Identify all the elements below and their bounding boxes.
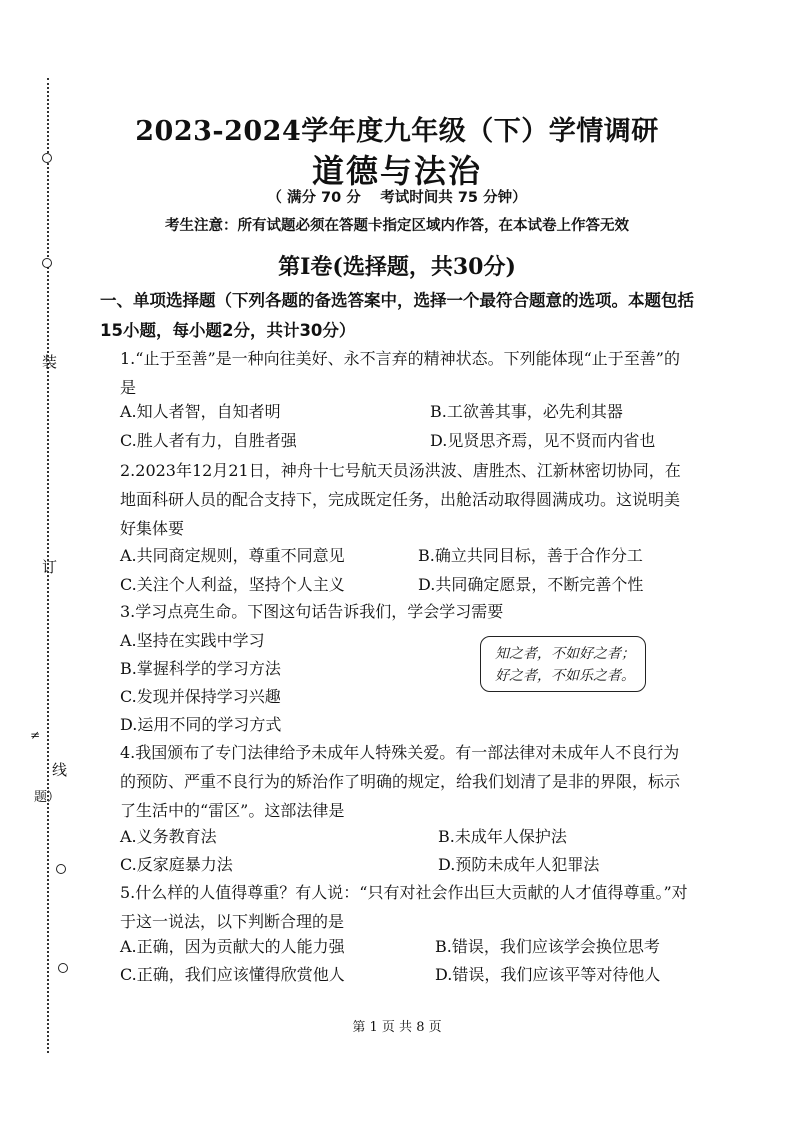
question-1-stem: 1.“止于至善”是一种向往美好、永不言弃的精神状态。下列能体现“止于至善”的是 xyxy=(120,349,680,397)
question-3-option-d: D.运用不同的学习方式 xyxy=(120,715,282,734)
binding-side-note: ≠ xyxy=(30,728,41,742)
question-2-option-a: A.共同商定规则，尊重不同意见 xyxy=(120,546,345,565)
question-1-option-d: D.见贤思齐焉，见不贤而内省也 xyxy=(430,431,656,450)
binding-label-zhuang: 装 xyxy=(42,353,58,371)
question-4-option-b: B.未成年人保护法 xyxy=(438,827,567,846)
candidate-notice: 考生注意：所有试题必须在答题卡指定区域内作答，在本试卷上作答无效 xyxy=(165,218,629,234)
question-3-option-c: C.发现并保持学习兴趣 xyxy=(120,687,281,706)
question-2-option-c: C.关注个人利益，坚持个人主义 xyxy=(120,575,345,594)
question-1-option-c: C.胜人者有力，自胜者强 xyxy=(120,431,297,450)
quote-line: 好之者，不如乐之者。 xyxy=(495,668,635,684)
question-4-option-c: C.反家庭暴力法 xyxy=(120,855,233,874)
binding-label-xian: 线 xyxy=(52,761,68,779)
question-3-stem: 3.学习点亮生命。下图这句话告诉我们，学会学习需要 xyxy=(120,602,504,621)
binding-hole xyxy=(56,864,66,874)
page-number: 第 1 页 共 8 页 xyxy=(352,1020,442,1035)
question-1-option-b: B.工欲善其事，必先利其器 xyxy=(430,402,623,421)
section-title: 第Ⅰ卷(选择题，共30分) xyxy=(278,254,516,280)
binding-side-note: 题） xyxy=(34,790,61,805)
score-time-info: （ 满分 70 分 考试时间共 75 分钟） xyxy=(267,190,527,206)
question-5-option-d: D.错误，我们应该平等对待他人 xyxy=(435,965,661,984)
question-1-option-a: A.知人者智，自知者明 xyxy=(120,402,281,421)
question-4-option-a: A.义务教育法 xyxy=(120,827,217,846)
binding-hole xyxy=(58,963,68,973)
quote-line: 知之者，不如好之者； xyxy=(495,646,635,662)
question-5-option-b: B.错误，我们应该学会换位思考 xyxy=(435,937,660,956)
exam-title: 2023-2024学年度九年级（下）学情调研 xyxy=(135,116,659,147)
question-2-stem: 2.2023年12月21日，神舟十七号航天员汤洪波、唐胜杰、江新林密切协同，在地面科研人员的配合支持下，完成既定任务，出舱活动取得圆满成功。这说明美好集体要 xyxy=(120,461,681,538)
question-3-option-b: B.掌握科学的学习方法 xyxy=(120,659,281,678)
question-2-option-b: B.确立共同目标，善于合作分工 xyxy=(418,546,643,565)
subject-title: 道德与法治 xyxy=(311,152,482,190)
binding-label-ding: 订 xyxy=(42,558,58,576)
question-5-option-a: A.正确，因为贡献大的人能力强 xyxy=(120,937,345,956)
question-5-stem: 5.什么样的人值得尊重？有人说：“只有对社会作出巨大贡献的人才值得尊重。”对于这一说法，以下判断合理的是 xyxy=(120,883,688,931)
question-2-option-d: D.共同确定愿景，不断完善个性 xyxy=(418,575,644,594)
question-4-stem: 4.我国颁布了专门法律给予未成年人特殊关爱。有一部法律对未成年人不良行为的预防、严重不良行为的矫治作了明确的规定，给我们划清了是非的界限，标示了生活中的“雷区”。这部法律是 xyxy=(120,743,681,820)
part-heading: 一、单项选择题（下列各题的备选答案中，选择一个最符合题意的选项。本题包括15小题，每小题2分，共计30分） xyxy=(100,291,694,340)
quote-box xyxy=(480,636,646,692)
question-3-option-a: A.坚持在实践中学习 xyxy=(120,631,265,650)
question-5-option-c: C.正确，我们应该懂得欣赏他人 xyxy=(120,965,345,984)
question-4-option-d: D.预防未成年人犯罪法 xyxy=(438,855,600,874)
